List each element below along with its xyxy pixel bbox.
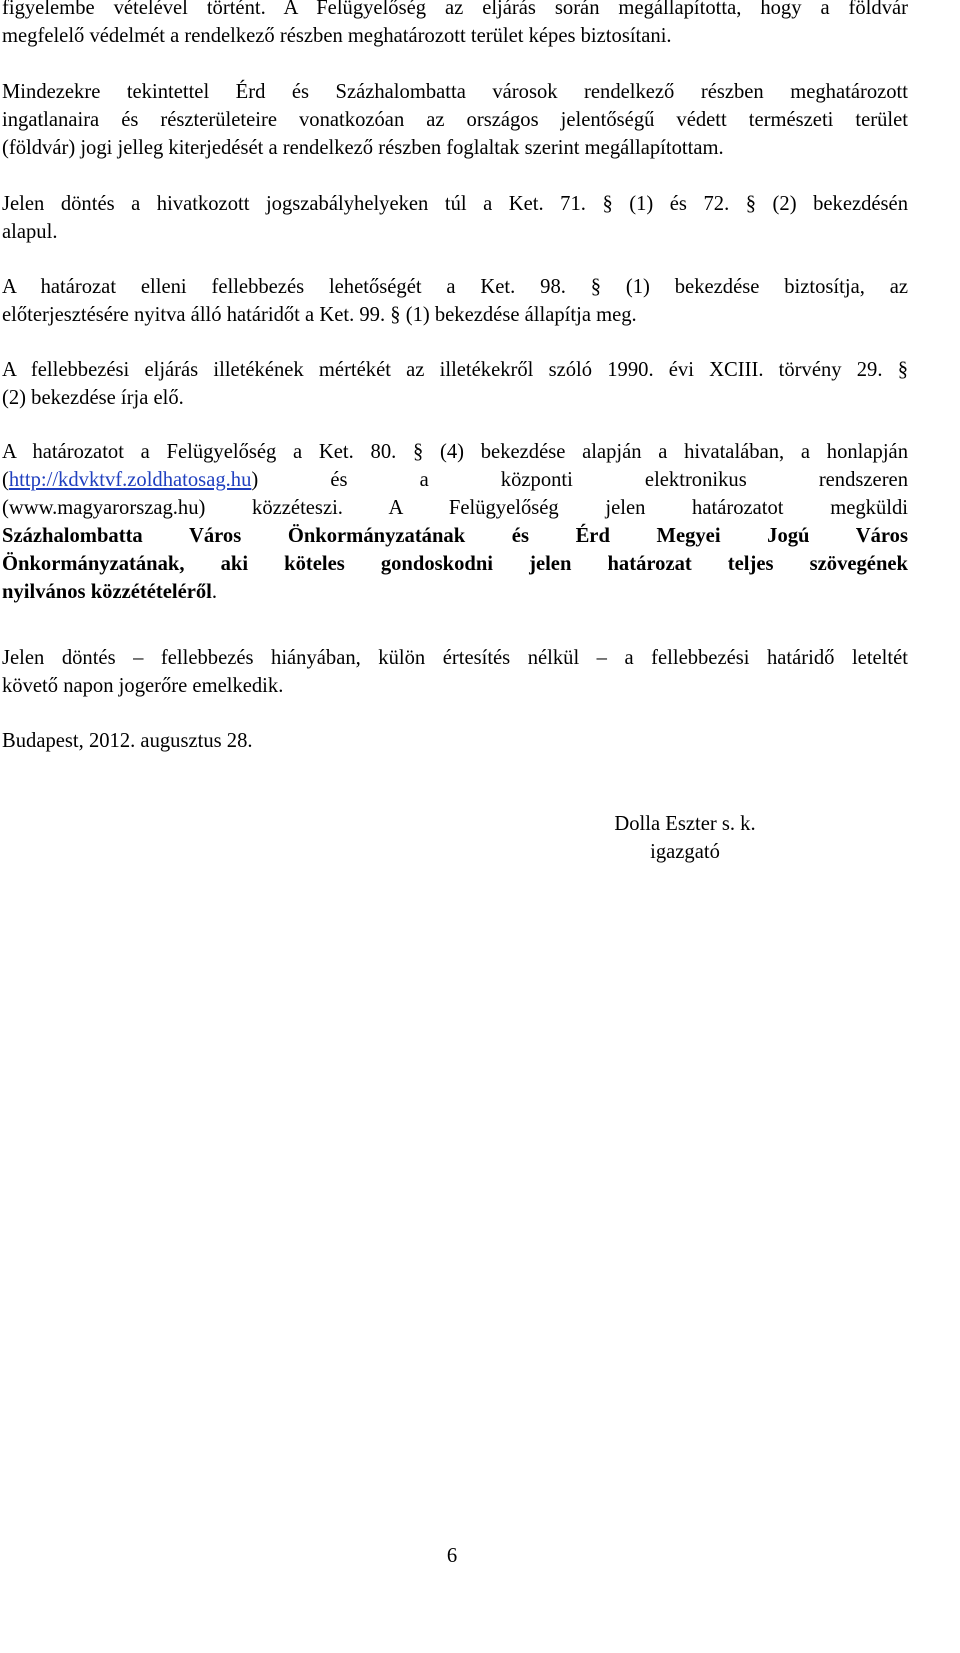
text-line: megfelelő védelmét a rendelkező részben meghatározott terület képes biztosítani. xyxy=(2,25,672,47)
paragraph-continuation xyxy=(2,0,908,50)
text-line: ingatlanaira és részterületeire vonatkozóan az országos jelentőségű védett természeti terület xyxy=(2,109,908,131)
paragraph-kozzetetel xyxy=(2,438,908,606)
text-line: A határozat elleni fellebbezés lehetőségét a Ket. 98. § (1) bekezdése biztosítja, az xyxy=(2,276,908,298)
paragraph-fellebbezes xyxy=(2,273,908,329)
paragraph-jelen-dontes xyxy=(2,190,908,246)
text-line: Jelen döntés a hivatkozott jogszabályhelyeken túl a Ket. 71. § (1) és 72. § (2) bekezdésén xyxy=(2,193,908,215)
text-fragment: . xyxy=(211,581,218,603)
bold-text-fragment: nyilvános közzétételéről xyxy=(2,581,212,603)
text-line: (földvár) jogi jelleg kiterjedését a rendelkező részben foglaltak szerint megállapítottam. xyxy=(2,137,724,159)
text-line xyxy=(2,578,908,606)
bold-text-line: Százhalombatta Város Önkormányzatának és Érd Megyei Jogú Város xyxy=(2,525,908,547)
text-line: alapul. xyxy=(2,221,58,243)
text-line: Mindezekre tekintettel Érd és Százhalombatta városok rendelkező részben meghatározott xyxy=(2,81,908,103)
text-line: A határozatot a Felügyelőség a Ket. 80. § (4) bekezdése alapján a hivatalában, a honlapján xyxy=(2,441,908,463)
text-line: (www.magyarorszag.hu) közzéteszi. A Felügyelőség jelen határozatot megküldi xyxy=(2,497,908,519)
text-line: (2) bekezdése írja elő. xyxy=(2,387,184,409)
paragraph-mindezekre xyxy=(2,78,908,162)
place-date: Budapest, 2012. augusztus 28. xyxy=(2,730,253,752)
text-fragment: ) és a központi elektronikus rendszeren xyxy=(251,469,908,491)
bold-text-line: Önkormányzatának, aki köteles gondoskodni jelen határozat teljes szövegének xyxy=(2,553,908,575)
page-number: 6 xyxy=(446,1545,458,1567)
signatory-title: igazgató xyxy=(650,841,720,863)
text-line: követő napon jogerőre emelkedik. xyxy=(2,675,284,697)
paragraph-illetek xyxy=(2,356,908,412)
text-line: figyelembe vételével történt. A Felügyelőség az eljárás során megállapította, hogy a földvár xyxy=(2,0,908,19)
text-line: Jelen döntés – fellebbezés hiányában, külön értesítés nélkül – a fellebbezési határidő leteltét xyxy=(2,647,908,669)
paragraph-jogerore xyxy=(2,644,908,700)
text-line: A fellebbezési eljárás illetékének mértékét az illetékekről szóló 1990. évi XCIII. törvény 29. § xyxy=(2,359,908,381)
signature-block xyxy=(560,810,810,866)
text-fragment: ( xyxy=(2,469,9,491)
text-line xyxy=(2,466,908,494)
website-link[interactable]: http://kdvktvf.zoldhatosag.hu xyxy=(8,469,252,491)
text-line: előterjesztésére nyitva álló határidőt a Ket. 99. § (1) bekezdése állapítja meg. xyxy=(2,304,637,326)
signatory-name: Dolla Eszter s. k. xyxy=(614,813,756,835)
